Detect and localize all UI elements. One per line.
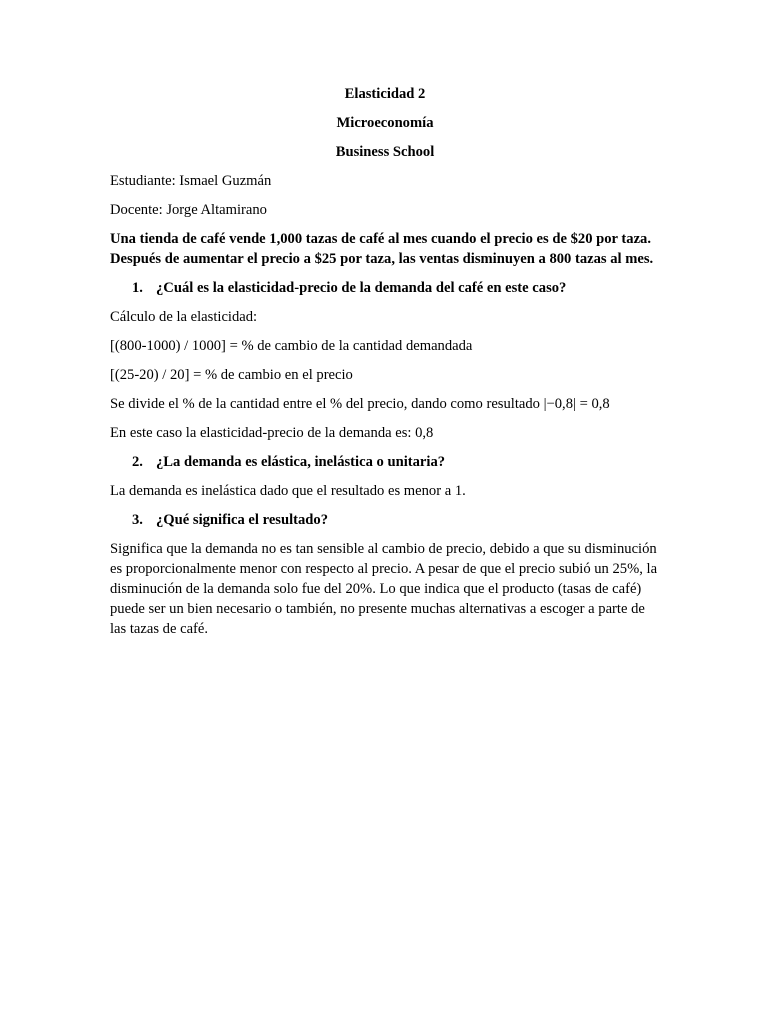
problem-statement: Una tienda de café vende 1,000 tazas de café al mes cuando el precio es de $20 por taza. Después de aumentar el precio a $25 por taza, las ventas disminuyen a 800 tazas al mes. [110,231,654,267]
question-1 [110,278,660,298]
question-2-text: ¿La demanda es elástica, inelástica o unitaria? [156,454,446,470]
calc-result: Se divide el % de la cantidad entre el % del precio, dando como resultado |−0,8| = 0,8 [110,396,610,412]
question-3-answer: Significa que la demanda no es tan sensible al cambio de precio, debido a que su disminución es proporcionalmente menor con respecto al precio. A pesar de que el precio subió un 25%, la disminución de la demanda solo fue del 20%. Lo que indica que el producto (tasas de café) puede ser un bien necesario o también, no presente muchas alternativas a escoger a parte de las tazas de café. [110,541,658,637]
question-1-text: ¿Cuál es la elasticidad-precio de la demanda del café en este caso? [156,280,567,296]
question-2-answer: La demanda es inelástica dado que el resultado es menor a 1. [110,483,466,499]
school-name: Business School [335,144,435,160]
document-page [110,84,660,648]
course-name: Microeconomía [336,115,434,131]
elasticity-conclusion: En este caso la elasticidad-precio de la demanda es: 0,8 [110,425,434,441]
question-3-number: 3. [132,512,143,528]
student-line: Estudiante: Ismael Guzmán [110,173,272,189]
question-2-number: 2. [132,454,143,470]
question-3-text: ¿Qué significa el resultado? [156,512,329,528]
calc-price-change: [(25-20) / 20] = % de cambio en el precio [110,367,353,383]
calc-quantity-change: [(800-1000) / 1000] = % de cambio de la cantidad demandada [110,338,473,354]
question-2 [110,452,660,472]
calc-heading: Cálculo de la elasticidad: [110,309,258,325]
question-1-number: 1. [132,280,143,296]
question-3 [110,510,660,530]
document-title: Elasticidad 2 [344,86,426,102]
teacher-line: Docente: Jorge Altamirano [110,202,267,218]
